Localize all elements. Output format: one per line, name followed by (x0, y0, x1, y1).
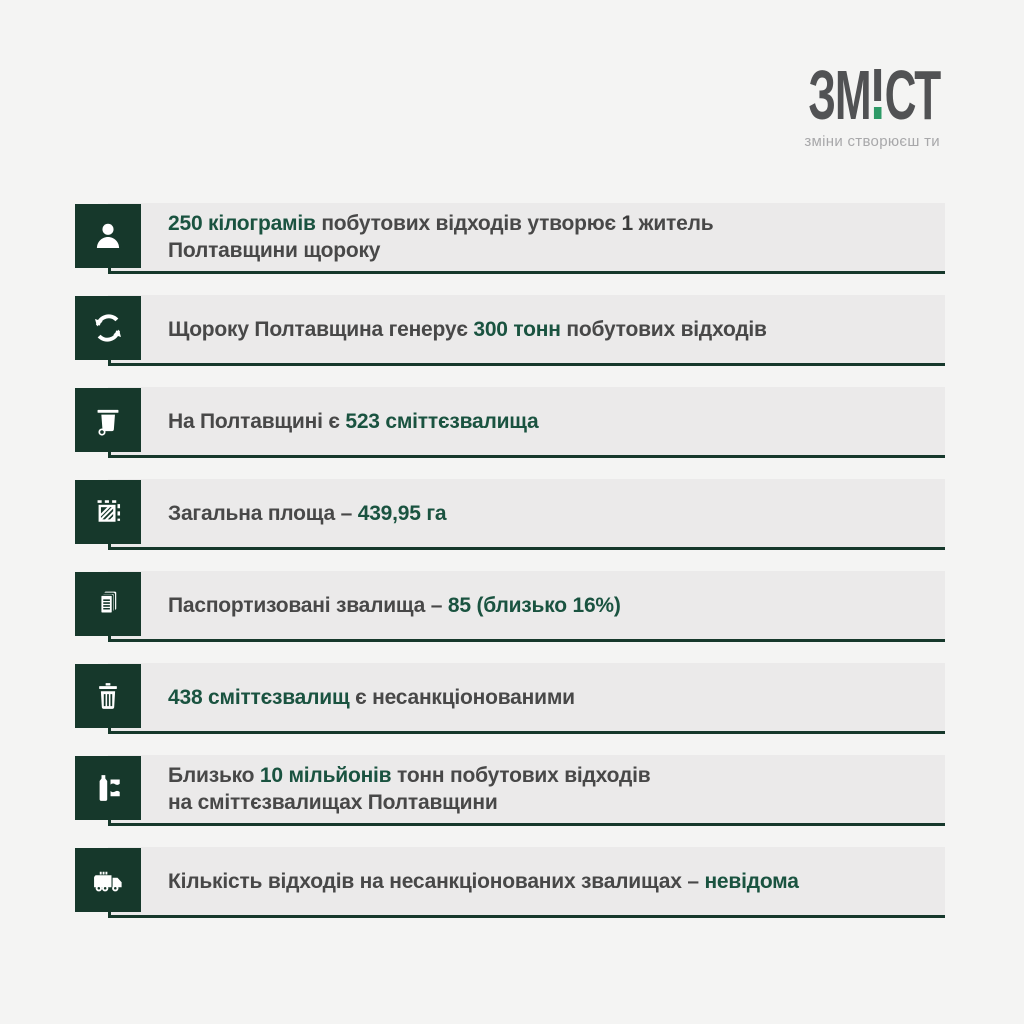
documents-icon (89, 585, 127, 623)
stat-text (168, 762, 650, 816)
body-text: є несанкціонованими (349, 685, 575, 709)
highlight-text: 85 (близько 16%) (447, 593, 621, 617)
highlight-text: 523 сміттєзвалища (345, 409, 539, 433)
body-text: побутових відходів утворює (315, 212, 622, 235)
stats-list (75, 203, 945, 939)
stat-text (168, 592, 621, 619)
stat-bar (108, 203, 945, 271)
icon-box (75, 480, 141, 544)
body-text: Паспортизовані звалища – (168, 593, 448, 617)
stat-row (75, 755, 945, 826)
body-text: Кількість відходів на несанкціонованих звалищах – (168, 869, 705, 893)
icon-box (75, 204, 141, 268)
body-text: житель (633, 212, 714, 235)
wheelie-bin-icon (89, 401, 127, 439)
logo-green-dot (874, 107, 881, 119)
stat-row (75, 387, 945, 458)
row-underline (108, 823, 945, 826)
stat-bar (108, 295, 945, 363)
stat-text (168, 868, 799, 895)
highlight-text: 439,95 га (357, 501, 447, 525)
area-icon (89, 493, 127, 531)
icon-box (75, 572, 141, 636)
trash-can-icon (89, 677, 127, 715)
icon-box (75, 296, 141, 360)
row-underline (108, 731, 945, 734)
stat-text (168, 210, 713, 264)
row-underline (108, 639, 945, 642)
highlight-text: 10 мільйонів (259, 764, 392, 787)
body-text: На Полтавщині є (168, 409, 346, 433)
highlight-text: невідома (704, 869, 799, 893)
stat-row (75, 663, 945, 734)
stat-bar (108, 847, 945, 915)
row-underline (108, 363, 945, 366)
icon-box (75, 848, 141, 912)
stat-text (168, 316, 767, 343)
body-text: Щороку Полтавщина генерує (168, 317, 474, 341)
highlight-text: 250 кілограмів (168, 212, 316, 235)
logo-text-left: ЗМ (808, 56, 871, 134)
row-underline (108, 915, 945, 918)
body-text: тонн побутових відходів (391, 764, 651, 787)
stat-text (168, 500, 446, 527)
row-underline (108, 455, 945, 458)
stat-bar (108, 755, 945, 823)
body-text: Близько (168, 764, 260, 787)
garbage-truck-icon (89, 861, 127, 899)
stat-row (75, 847, 945, 918)
stat-bar (108, 663, 945, 731)
logo-exclamation-icon (871, 69, 884, 119)
logo-tagline: зміни створюєш ти (804, 133, 940, 150)
stat-text (168, 408, 539, 435)
person-icon (89, 217, 127, 255)
bottles-icon (89, 769, 127, 807)
highlight-text: 300 тонн (473, 317, 561, 341)
stat-bar (108, 571, 945, 639)
logo-exclamation-bar (874, 69, 881, 101)
logo-wordmark (808, 56, 940, 134)
highlight-text: 438 сміттєзвалищ (168, 685, 350, 709)
stat-row (75, 295, 945, 366)
icon-box (75, 756, 141, 820)
body-text: Полтавщини щороку (168, 239, 381, 262)
body-text: Загальна площа – (168, 501, 358, 525)
icon-box (75, 664, 141, 728)
stat-bar (108, 479, 945, 547)
zmist-logo (731, 56, 940, 150)
body-text: 1 (621, 212, 634, 235)
body-text: побутових відходів (560, 317, 767, 341)
stat-bar (108, 387, 945, 455)
row-underline (108, 547, 945, 550)
stat-row (75, 571, 945, 642)
row-underline (108, 271, 945, 274)
stat-row (75, 203, 945, 274)
body-text: на сміттєзвалищах Полтавщини (168, 791, 498, 814)
logo-text-right: СТ (884, 56, 940, 134)
stat-row (75, 479, 945, 550)
recycle-icon (89, 309, 127, 347)
stat-text (168, 684, 575, 711)
icon-box (75, 388, 141, 452)
